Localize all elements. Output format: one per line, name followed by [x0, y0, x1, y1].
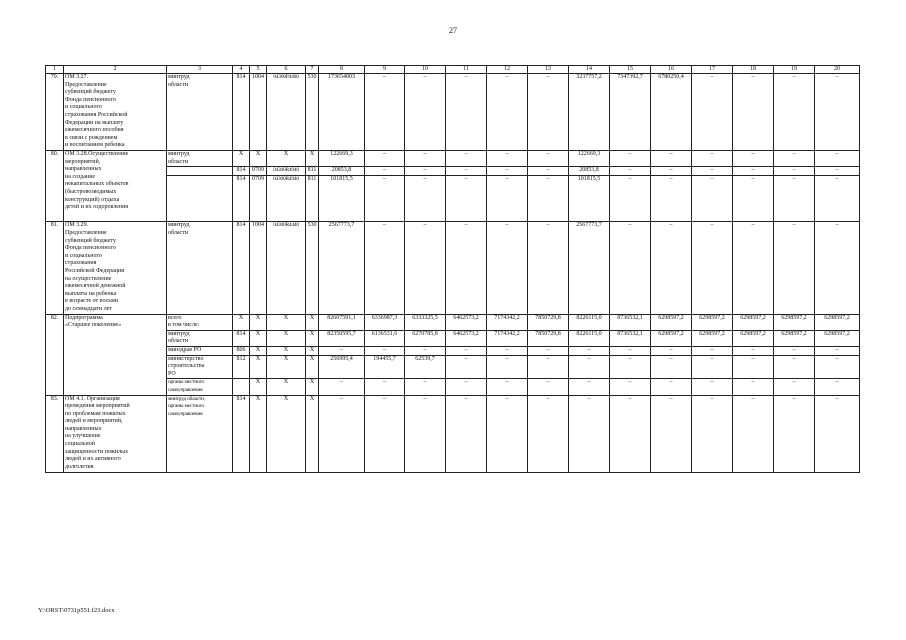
value-cell: Х: [250, 395, 267, 472]
value-cell: 530: [306, 74, 319, 151]
header-cell: 6: [267, 66, 306, 74]
value-cell: –: [774, 167, 815, 176]
value-cell: 6462573,2: [446, 330, 487, 346]
value-cell: –: [774, 222, 815, 314]
value-cell: Х: [233, 314, 250, 330]
value-cell: 04300R4940: [267, 175, 306, 222]
table-row: [46, 355, 860, 379]
value-cell: –: [733, 346, 774, 355]
table-row: [46, 314, 860, 330]
value-cell: [233, 379, 250, 395]
header-cell: 20: [815, 66, 860, 74]
value-cell: –: [405, 74, 446, 151]
value-cell: 7347392,7: [610, 74, 651, 151]
value-cell: –: [774, 151, 815, 167]
value-cell: 6270785,8: [405, 330, 446, 346]
value-cell: 811: [306, 175, 319, 222]
value-cell: –: [569, 355, 610, 379]
value-cell: –: [487, 395, 528, 472]
value-cell: –: [651, 222, 692, 314]
value-cell: 20853,8: [569, 167, 610, 176]
value-cell: –: [774, 175, 815, 222]
value-cell: Х: [250, 379, 267, 395]
value-cell: –: [733, 222, 774, 314]
value-cell: –: [692, 151, 733, 167]
value-cell: –: [446, 222, 487, 314]
value-cell: Х: [250, 151, 267, 167]
value-cell: 7174342,2: [487, 330, 528, 346]
value-cell: 6298597,2: [692, 330, 733, 346]
value-cell: –: [487, 355, 528, 379]
value-cell: 7174342,2: [487, 314, 528, 330]
value-cell: –: [446, 395, 487, 472]
header-cell: 17: [692, 66, 733, 74]
value-cell: –: [692, 74, 733, 151]
value-cell: –: [446, 355, 487, 379]
value-cell: 0709: [250, 167, 267, 176]
value-cell: 6333325,5: [405, 314, 446, 330]
value-cell: –: [692, 395, 733, 472]
executor-cell: министерство строительства РО: [167, 355, 233, 379]
value-cell: –: [405, 151, 446, 167]
value-cell: –: [774, 355, 815, 379]
executor-cell: всего в том числе:: [167, 314, 233, 330]
value-cell: –: [651, 379, 692, 395]
footer-file-path: Y:\ORST\0731p551.f23.docx: [38, 607, 115, 614]
value-cell: –: [446, 151, 487, 167]
header-cell: 13: [528, 66, 569, 74]
header-cell: 11: [446, 66, 487, 74]
value-cell: –: [365, 379, 405, 395]
value-cell: Х: [267, 395, 306, 472]
value-cell: 806: [233, 346, 250, 355]
row-number: 83.: [46, 395, 64, 472]
value-cell: –: [365, 167, 405, 176]
value-cell: –: [733, 175, 774, 222]
executor-cell: минтруд области: [167, 330, 233, 346]
row-number: 79.: [46, 74, 64, 151]
value-cell: –: [651, 395, 692, 472]
value-cell: 814: [233, 175, 250, 222]
value-cell: –: [610, 151, 651, 167]
header-cell: 12: [487, 66, 528, 74]
value-cell: 256995,4: [319, 355, 365, 379]
value-cell: 812: [233, 355, 250, 379]
value-cell: 20853,8: [319, 167, 365, 176]
value-cell: 6462573,2: [446, 314, 487, 330]
value-cell: 82350595,7: [319, 330, 365, 346]
value-cell: –: [487, 151, 528, 167]
value-cell: Х: [306, 330, 319, 346]
value-cell: 8226115,0: [569, 314, 610, 330]
value-cell: –: [405, 395, 446, 472]
value-cell: –: [319, 379, 365, 395]
value-cell: –: [733, 355, 774, 379]
value-cell: 7850729,8: [528, 314, 569, 330]
header-cell: 14: [569, 66, 610, 74]
value-cell: 7850729,8: [528, 330, 569, 346]
value-cell: –: [651, 346, 692, 355]
value-cell: –: [692, 175, 733, 222]
table-row: [46, 379, 860, 395]
value-cell: 6298597,2: [651, 330, 692, 346]
value-cell: –: [446, 74, 487, 151]
value-cell: –: [733, 395, 774, 472]
value-cell: –: [651, 167, 692, 176]
value-cell: 6298597,2: [774, 314, 815, 330]
header-cell: 9: [365, 66, 405, 74]
value-cell: –: [528, 151, 569, 167]
value-cell: –: [815, 395, 860, 472]
value-cell: 1004: [250, 74, 267, 151]
executor-cell: [167, 167, 233, 176]
measure-name: ОМ 4.1. Организация проведения мероприятий по проблемам пожилых людей и мероприятий, направленных на улучшение социальной защищенности пожилых людей и их активного долголетия: [64, 395, 167, 472]
header-cell: 2: [64, 66, 167, 74]
header-cell: 10: [405, 66, 446, 74]
value-cell: Х: [267, 355, 306, 379]
value-cell: 122669,3: [319, 151, 365, 167]
value-cell: –: [651, 175, 692, 222]
value-cell: –: [733, 151, 774, 167]
value-cell: 2567773,7: [569, 222, 610, 314]
value-cell: Х: [250, 330, 267, 346]
value-cell: –: [446, 379, 487, 395]
value-cell: 6298597,2: [815, 314, 860, 330]
value-cell: 3237757,2: [569, 74, 610, 151]
value-cell: –: [610, 222, 651, 314]
value-cell: –: [365, 346, 405, 355]
value-cell: –: [569, 395, 610, 472]
value-cell: –: [733, 379, 774, 395]
value-cell: –: [651, 355, 692, 379]
header-cell: 18: [733, 66, 774, 74]
value-cell: –: [610, 346, 651, 355]
measure-name: ОМ 3.27. Предоставление субвенций бюджету Фонда пенсионного и социального страхования Российской Федерации на выплату ежемесячного пособия в связи с рождением и воспитанием ребенка: [64, 74, 167, 151]
table-row: [46, 395, 860, 472]
value-cell: 04300R4940: [267, 167, 306, 176]
value-cell: –: [610, 355, 651, 379]
table-row: [46, 222, 860, 314]
row-number: 81.: [46, 222, 64, 314]
value-cell: Х: [306, 355, 319, 379]
executor-cell: минтруд области: [167, 222, 233, 314]
table-header-row: [46, 66, 860, 74]
value-cell: –: [733, 167, 774, 176]
value-cell: 6298597,2: [692, 314, 733, 330]
value-cell: –: [365, 74, 405, 151]
value-cell: –: [487, 379, 528, 395]
measure-name: ОМ 3.28.Осуществление мероприятий, направленных на создание некапитальных объектов (быстровозводимых конструкций) отдыха детей и их оздоровления: [64, 151, 167, 222]
value-cell: 6336987,3: [365, 314, 405, 330]
value-cell: –: [446, 167, 487, 176]
value-cell: –: [528, 346, 569, 355]
value-cell: Х: [250, 355, 267, 379]
value-cell: Х: [250, 346, 267, 355]
value-cell: –: [528, 74, 569, 151]
header-cell: 15: [610, 66, 651, 74]
value-cell: –: [815, 167, 860, 176]
value-cell: Х: [267, 151, 306, 167]
header-cell: 19: [774, 66, 815, 74]
table-row: [46, 330, 860, 346]
value-cell: Х: [267, 346, 306, 355]
value-cell: Х: [306, 395, 319, 472]
value-cell: 814: [233, 395, 250, 472]
value-cell: 8226115,0: [569, 330, 610, 346]
value-cell: –: [446, 175, 487, 222]
value-cell: –: [610, 395, 651, 472]
value-cell: Х: [267, 330, 306, 346]
value-cell: –: [405, 167, 446, 176]
value-cell: 6780250,4: [651, 74, 692, 151]
value-cell: –: [319, 395, 365, 472]
value-cell: –: [405, 175, 446, 222]
value-cell: 6298597,2: [733, 314, 774, 330]
value-cell: –: [733, 74, 774, 151]
value-cell: 82607591,1: [319, 314, 365, 330]
value-cell: –: [692, 379, 733, 395]
value-cell: 122669,3: [569, 151, 610, 167]
value-cell: –: [487, 74, 528, 151]
value-cell: 6298597,2: [733, 330, 774, 346]
table-row: [46, 167, 860, 176]
value-cell: –: [815, 222, 860, 314]
value-cell: –: [569, 346, 610, 355]
value-cell: –: [774, 74, 815, 151]
value-cell: 62539,7: [405, 355, 446, 379]
value-cell: –: [774, 395, 815, 472]
table-row: [46, 175, 860, 222]
executor-cell: минтруд области, органы местного самоуправления: [167, 395, 233, 472]
executor-cell: минтруд области: [167, 74, 233, 151]
value-cell: Х: [267, 314, 306, 330]
value-cell: 811: [306, 167, 319, 176]
value-cell: –: [651, 151, 692, 167]
value-cell: –: [774, 346, 815, 355]
value-cell: Х: [306, 346, 319, 355]
executor-cell: минздрав РО: [167, 346, 233, 355]
value-cell: 6298597,2: [774, 330, 815, 346]
measure-name: Подпрограмма «Старшее поколение»: [64, 314, 167, 395]
value-cell: –: [528, 167, 569, 176]
value-cell: Х: [306, 314, 319, 330]
table-row: [46, 74, 860, 151]
value-cell: –: [528, 175, 569, 222]
value-cell: 6136531,6: [365, 330, 405, 346]
table-row: [46, 346, 860, 355]
value-cell: 8736532,1: [610, 330, 651, 346]
table-body: [46, 74, 860, 473]
value-cell: 101815,5: [569, 175, 610, 222]
value-cell: –: [610, 175, 651, 222]
table-row: [46, 151, 860, 167]
value-cell: 173654003: [319, 74, 365, 151]
value-cell: 101815,5: [319, 175, 365, 222]
value-cell: Х: [306, 379, 319, 395]
executor-cell: минтруд области: [167, 151, 233, 167]
executor-cell: [167, 175, 233, 222]
value-cell: –: [610, 379, 651, 395]
value-cell: –: [405, 222, 446, 314]
header-cell: 16: [651, 66, 692, 74]
value-cell: 530: [306, 222, 319, 314]
value-cell: –: [319, 346, 365, 355]
value-cell: 814: [233, 74, 250, 151]
value-cell: Х: [250, 314, 267, 330]
header-cell: 5: [250, 66, 267, 74]
value-cell: –: [405, 346, 446, 355]
row-number: 82.: [46, 314, 64, 395]
value-cell: –: [692, 167, 733, 176]
value-cell: –: [692, 346, 733, 355]
value-cell: –: [692, 355, 733, 379]
value-cell: 194455,7: [365, 355, 405, 379]
value-cell: 814: [233, 222, 250, 314]
value-cell: –: [815, 379, 860, 395]
value-cell: –: [815, 151, 860, 167]
value-cell: 1004: [250, 222, 267, 314]
value-cell: 814: [233, 330, 250, 346]
value-cell: –: [487, 175, 528, 222]
value-cell: 2567773,7: [319, 222, 365, 314]
value-cell: Х: [306, 151, 319, 167]
value-cell: –: [610, 167, 651, 176]
value-cell: –: [569, 379, 610, 395]
budget-table: [45, 65, 860, 473]
executor-cell: органы местного самоуправления: [167, 379, 233, 395]
value-cell: 8736532,1: [610, 314, 651, 330]
value-cell: –: [405, 379, 446, 395]
value-cell: –: [528, 222, 569, 314]
header-cell: 3: [167, 66, 233, 74]
value-cell: 04300R4440: [267, 222, 306, 314]
measure-name: ОМ 3.29. Предоставление субвенций бюджету Фонда пенсионного и социального страхования Российской Федерации на осуществление ежемесячной денежной выплаты на ребенка в возрасте от восьми до семнадцати лет: [64, 222, 167, 314]
header-cell: 7: [306, 66, 319, 74]
value-cell: –: [487, 346, 528, 355]
value-cell: –: [815, 346, 860, 355]
header-cell: 4: [233, 66, 250, 74]
value-cell: –: [487, 222, 528, 314]
value-cell: –: [365, 175, 405, 222]
value-cell: –: [815, 175, 860, 222]
value-cell: –: [365, 222, 405, 314]
value-cell: –: [528, 379, 569, 395]
header-cell: 8: [319, 66, 365, 74]
value-cell: –: [774, 379, 815, 395]
value-cell: –: [528, 355, 569, 379]
page-number: 27: [449, 26, 457, 35]
value-cell: –: [815, 355, 860, 379]
value-cell: Х: [233, 151, 250, 167]
value-cell: –: [365, 395, 405, 472]
value-cell: –: [815, 74, 860, 151]
value-cell: 6298597,2: [815, 330, 860, 346]
row-number: 80.: [46, 151, 64, 222]
value-cell: 04300Р4460: [267, 74, 306, 151]
value-cell: 814: [233, 167, 250, 176]
header-cell: 1: [46, 66, 64, 74]
value-cell: 6298597,2: [651, 314, 692, 330]
value-cell: –: [446, 346, 487, 355]
value-cell: –: [487, 167, 528, 176]
value-cell: –: [692, 222, 733, 314]
value-cell: Х: [267, 379, 306, 395]
value-cell: –: [528, 395, 569, 472]
value-cell: 0709: [250, 175, 267, 222]
value-cell: –: [365, 151, 405, 167]
